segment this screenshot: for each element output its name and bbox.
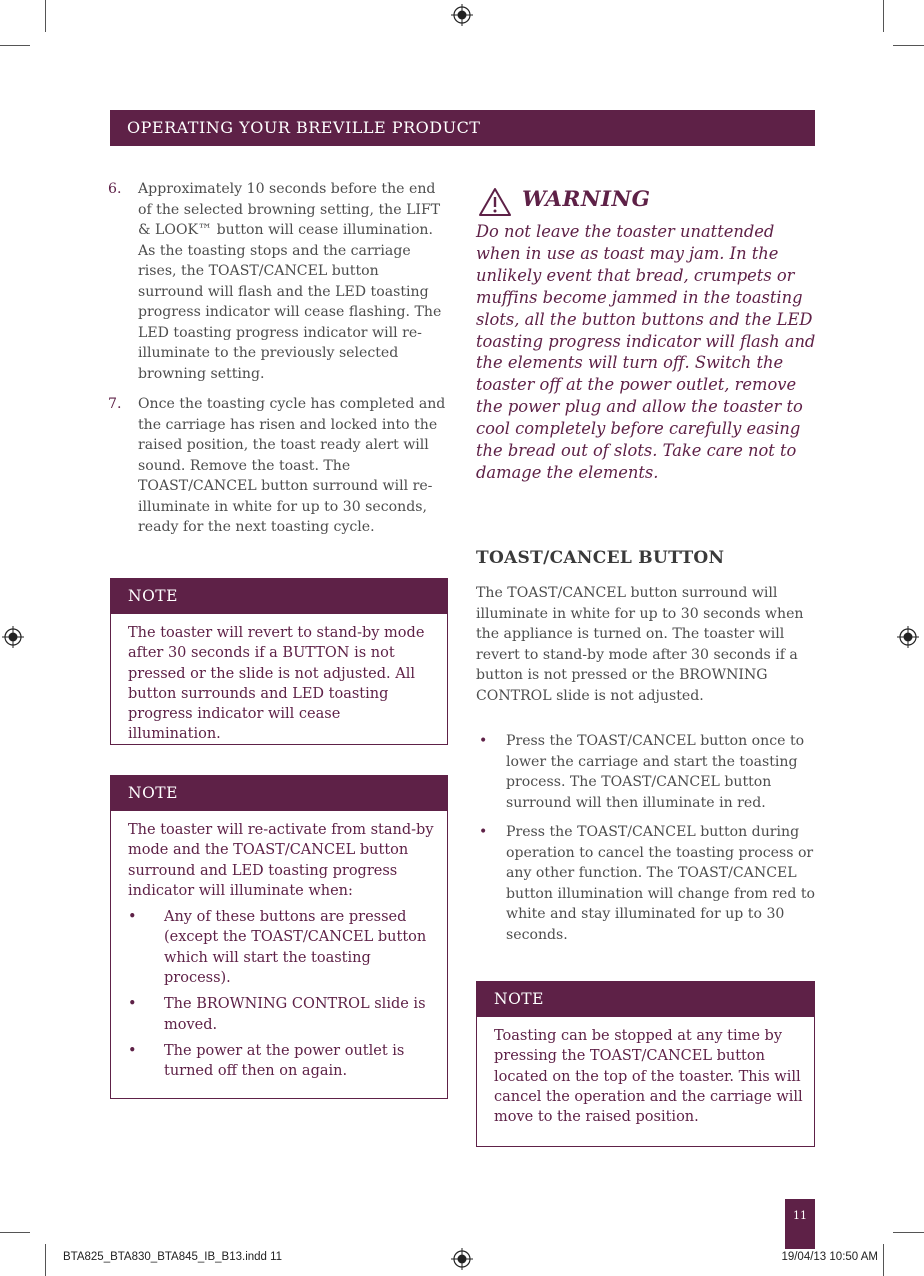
note-list-item (128, 907, 437, 988)
bullet: • (479, 733, 488, 749)
note-text: Toasting can be stopped at any time by pressing the TOAST/CANCEL button located on the top of the toaster. This will cancel the operation and the carriage will move to the raised position. (494, 1028, 803, 1126)
bullet: • (479, 824, 488, 840)
registration-mark-icon (897, 626, 919, 648)
step-text: Once the toasting cycle has completed and the carriage has risen and locked into the raised position, the toast ready alert will sound. Remove the toast. The TOAST/CANCEL button surround will re-illuminate in white for up to 30 seconds, ready for the next toasting cycle. (138, 396, 446, 535)
bullet: • (128, 1042, 137, 1059)
step-number: 6. (108, 181, 122, 197)
slug-date: 19/04/13 10:50 AM (781, 1251, 878, 1263)
steps-list (108, 179, 448, 548)
step-number: 7. (108, 396, 122, 412)
note-list-text: The power at the power outlet is turned off then on again. (164, 1042, 405, 1080)
section-header-title: OPERATING YOUR BREVILLE PRODUCT (127, 118, 481, 137)
note-list (128, 907, 437, 1081)
warning-title: WARNING (522, 187, 651, 212)
note-text: The toaster will re-activate from stand-by mode and the TOAST/CANCEL button surround and LED toasting progress indicator will illuminate when: (128, 822, 434, 899)
note-box (110, 775, 448, 1099)
slug-filename: BTA825_BTA830_BTA845_IB_B13.indd 11 (63, 1251, 283, 1263)
note-heading: NOTE (111, 776, 447, 811)
list-item (476, 731, 816, 813)
section-title: TOAST/CANCEL BUTTON (476, 548, 725, 568)
list-item-text: Press the TOAST/CANCEL button once to lower the carriage and start the toasting process. The TOAST/CANCEL button surround will then illuminate in red. (506, 733, 805, 811)
step-item (108, 394, 448, 538)
note-list-text: Any of these buttons are pressed (except the TOAST/CANCEL button which will start the toasting process). (164, 909, 427, 987)
note-list-item (128, 1041, 437, 1082)
bullet: • (128, 909, 137, 926)
bullet: • (128, 996, 137, 1013)
step-text: Approximately 10 seconds before the end of the selected browning setting, the LIFT & LOOK™ button will cease illumination. As the toasting stops and the carriage rises, the TOAST/CANCEL button surround will flash and the LED toasting progress indicator will cease flashing. The LED toasting progress indicator will re-illuminate to the previously selected browning setting. (138, 181, 442, 382)
warning-triangle-icon (478, 187, 512, 217)
page-number: 11 (793, 1209, 807, 1222)
note-list-text: The BROWNING CONTROL slide is moved. (164, 996, 426, 1033)
list-item-text: Press the TOAST/CANCEL button during operation to cancel the toasting process or any other function. The TOAST/CANCEL button illumination will change from red to white and stay illuminated for up to 30 seconds. (506, 824, 816, 943)
note-box (110, 578, 448, 745)
note-heading: NOTE (477, 982, 814, 1017)
crop-mark (883, 1244, 884, 1276)
page-number-tab (785, 1199, 815, 1249)
crop-mark (883, 0, 884, 32)
note-body (111, 811, 447, 1082)
crop-mark (45, 0, 46, 32)
registration-mark-icon (451, 4, 473, 26)
note-text: The toaster will revert to stand-by mode after 30 seconds if a BUTTON is not pressed or the slide is not adjusted. All button surrounds and LED toasting progress indicator will cease illumination. (128, 625, 425, 743)
crop-mark (0, 45, 30, 46)
registration-mark-icon (2, 626, 24, 648)
section-header-bar (110, 110, 815, 146)
section-intro: The TOAST/CANCEL button surround will illuminate in white for up to 30 seconds when the appliance is turned on. The toaster will revert to stand-by mode after 30 seconds if a button is not pressed or the BROWNING CONTROL slide is not adjusted. (476, 585, 804, 704)
crop-mark (893, 45, 924, 46)
list-item (476, 822, 816, 945)
crop-mark (893, 1232, 924, 1233)
crop-mark (45, 1244, 46, 1276)
crop-mark (0, 1232, 30, 1233)
note-box (476, 981, 815, 1147)
warning-text: Do not leave the toaster unattended when in use as toast may jam. In the unlikely event that bread, crumpets or muffins become jammed in the toasting slots, all the button buttons and the LED toasting progress indicator will flash and the elements will turn off. Switch the toaster off at the power outlet, remove the power plug and allow the toaster to cool completely before carefully easing the bread out of slots. Take care not to damage the elements. (476, 222, 816, 482)
step-item (108, 179, 448, 384)
note-list-item (128, 994, 437, 1035)
toast-cancel-list (476, 731, 816, 954)
registration-mark-icon (451, 1248, 473, 1270)
note-heading: NOTE (111, 579, 447, 614)
